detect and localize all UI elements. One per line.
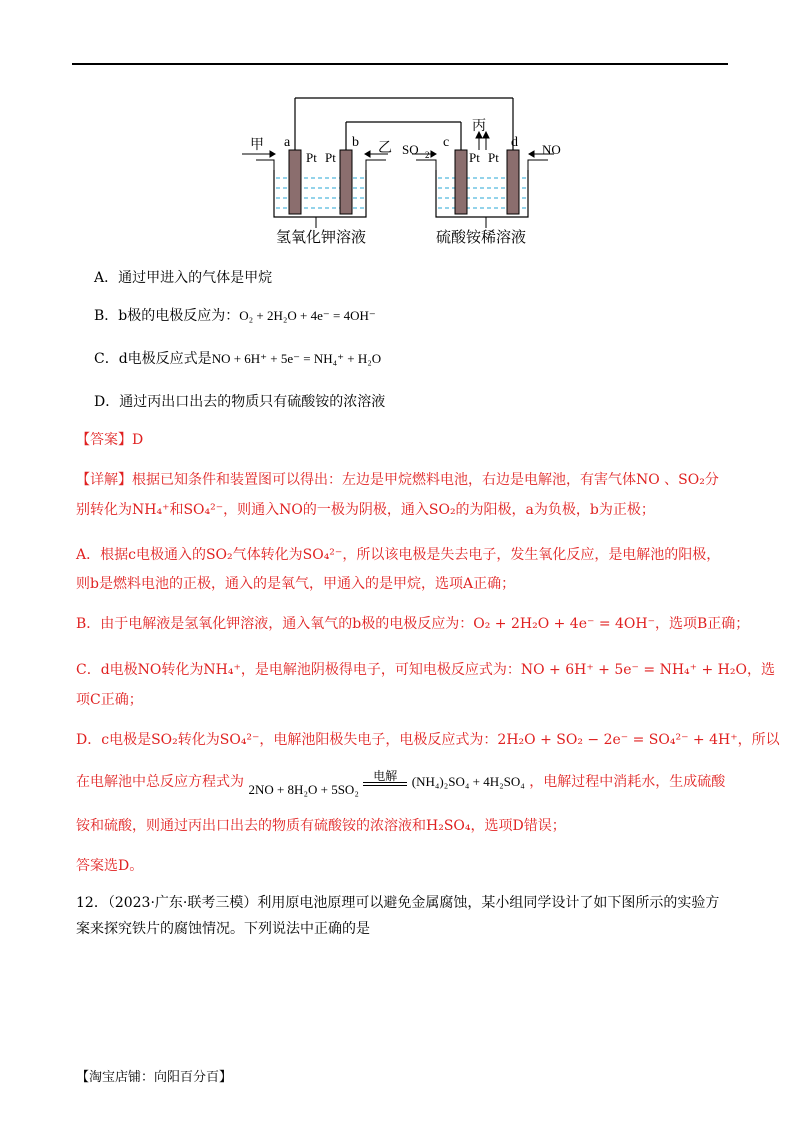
electrode-c-label: c — [443, 135, 450, 150]
option-b-formula: O₂ + 2H₂O + 4e⁻ = 4OH⁻ — [239, 308, 376, 323]
explain-a-line1: A．根据c电极通入的SO₂气体转化为SO₄²⁻，所以该电极是失去电子，发生氧化反应，是电解池的阳极， — [76, 547, 721, 563]
eq-left: 2NO + 8H₂O + 5SO₂ — [248, 782, 359, 797]
so2-subscript: 2 — [425, 150, 430, 160]
option-a: A．通过甲进入的气体是甲烷 — [94, 270, 273, 286]
explain-c-line1: C．d电极NO转化为NH₄⁺，是电解池阴极得电子，可知电极反应式为：NO + 6H⁺ + 5e⁻ = NH₄⁺ + H₂O，选 — [76, 662, 775, 678]
right-cell-caption: 硫酸铵稀溶液 — [436, 230, 527, 246]
question12-line2: 案来探究铁片的腐蚀情况。下列说法中正确的是 — [76, 921, 370, 937]
option-b-prefix: B．b极的电极反应为： — [94, 308, 240, 324]
eq-right: (NH₄)₂SO₄ + 4H₂SO₄ — [411, 774, 525, 789]
electrode-b — [340, 150, 352, 214]
electrode-b-label: b — [352, 135, 359, 150]
option-c-formula: NO + 6H⁺ + 5e⁻ = NH₄⁺ + H₂O — [211, 351, 382, 366]
pt-label-b: Pt — [325, 150, 336, 165]
outlet-bing-label: 丙 — [472, 119, 486, 134]
explain-b-line1: B．由于电解液是氢氧化钾溶液，通入氧气的b极的电极反应为：O₂ + 2H₂O + 4e⁻ = 4OH⁻，选项B正确； — [76, 616, 750, 632]
inlet-jia-label: 甲 — [250, 138, 264, 153]
explain-p1-line2: 别转化为NH₄⁺和SO₄²⁻，则通入NO的一极为阴极，通入SO₂的为阳极，a为负极，b为正极； — [76, 502, 655, 518]
header-rule — [72, 63, 728, 65]
electrode-d — [507, 150, 519, 214]
question12-line1: 12．（2023·广东·联考三模）利用原电池原理可以避免金属腐蚀，某小组同学设计了如下图所示的实验方 — [76, 895, 720, 911]
right-cell-ports — [416, 160, 548, 170]
footer-shop-label: 【淘宝店铺：向阳百分百】 — [76, 1070, 233, 1085]
pt-label-c: Pt — [469, 150, 480, 165]
eq-condition: 电解 — [373, 769, 398, 783]
answer-label: 【答案】 — [76, 432, 132, 448]
conclusion: 答案选D。 — [76, 858, 144, 874]
outlet-yi-label: 乙 — [378, 141, 392, 156]
explain-p1-line1 — [76, 470, 719, 490]
explain-d-line3: 铵和硫酸，则通过丙出口出去的物质有硫酸铵的浓溶液和H₂SO₄，选项D错误； — [76, 818, 566, 834]
answer-line — [76, 430, 143, 450]
electrolysis-apparatus-figure — [236, 92, 572, 252]
answer-value: D — [132, 432, 144, 448]
option-d: D．通过丙出口出去的物质只有硫酸铵的浓溶液 — [94, 394, 386, 410]
explain-a-line2: 则b是燃料电池的正极，通入的是氧气，甲通入的是甲烷，选项A正确； — [76, 576, 516, 592]
explain-label: 【详解】 — [76, 472, 132, 488]
explain-p1-l1-text: 根据已知条件和装置图可以得出：左边是甲烷燃料电池，右边是电解池，有害气体NO 、SO₂分 — [132, 472, 719, 488]
electrode-d-label: d — [511, 135, 518, 150]
total-reaction-equation — [248, 769, 525, 797]
electrode-a — [289, 150, 301, 214]
pt-label-a: Pt — [306, 150, 317, 165]
electrode-c — [455, 150, 467, 214]
pt-label-d: Pt — [488, 150, 499, 165]
option-c-prefix: C．d电极反应式是 — [94, 351, 212, 367]
option-b — [94, 306, 376, 326]
explain-d-l2-suffix: ，电解过程中消耗水，生成硫酸 — [529, 774, 726, 790]
electrode-a-label: a — [284, 135, 291, 150]
left-cell-caption: 氢氧化钾溶液 — [276, 230, 367, 246]
left-cell-ports — [256, 160, 386, 170]
explain-c-line2: 项C正确； — [76, 692, 143, 708]
eq-condition-arrow — [363, 769, 407, 792]
so2-label: SO — [402, 142, 419, 157]
explain-d-l2-prefix: 在电解池中总反应方程式为 — [76, 774, 244, 790]
explain-d-line2 — [76, 769, 726, 797]
option-c — [94, 349, 381, 369]
no-label: NO — [542, 142, 561, 157]
explain-d-line1: D．c电极是SO₂转化为SO₄²⁻，电解池阳极失电子，电极反应式为：2H₂O + SO₂ − 2e⁻ = SO₄²⁻ + 4H⁺，所以 — [76, 732, 780, 748]
